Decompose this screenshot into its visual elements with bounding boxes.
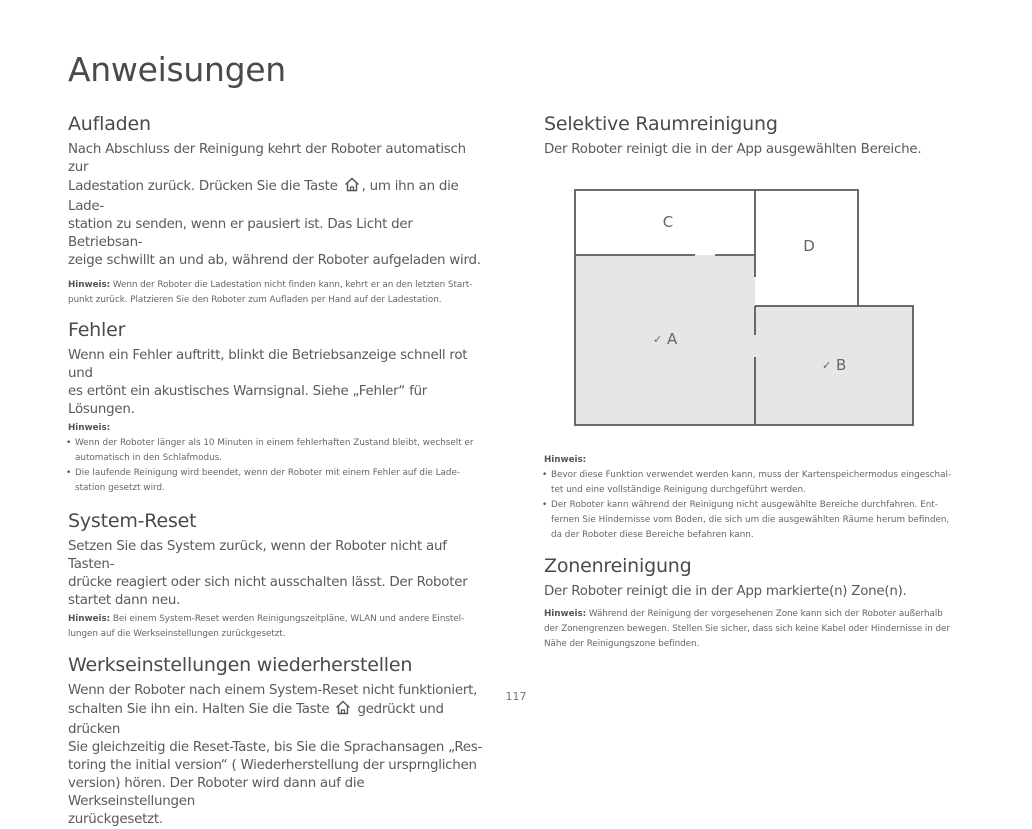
list-item: • Die laufende Reinigung wird beendet, wenn der Roboter mit einem Fehler auf die Lade- station gesetzt wird. [68,466,488,496]
note-zonen: Hinweis: Während der Reinigung der vorgesehenen Zone kann sich der Roboter außerhalb der Zonengrenzen bewegen. Stellen Sie sicher, dass sich keine Kabel oder Hindernisse in der Nähe der Reinigungszone befinden. [544,609,950,649]
section-werkseinstellungen [68,654,488,829]
heading-aufladen: Aufladen [68,113,151,135]
heading-zonen: Zonenreinigung [544,555,692,577]
list-item: • Bevor diese Funktion verwendet werden kann, muss der Kartenspeichermodus eingeschal- tet und eine vollständige Reinigung durchgeführt werden. [544,468,974,498]
room-label-b: B [836,356,847,374]
heading-system-reset: System-Reset [68,510,197,532]
note-aufladen: Hinweis: Wenn der Roboter die Ladestation nicht finden kann, kehrt er an den letzten Start- punkt zurück. Platzieren Sie den Roboter zum Aufladen per Hand auf der Ladestation. [68,280,473,305]
body-fehler: Wenn ein Fehler auftritt, blinkt die Betriebsanzeige schnell rot und es ertönt ein akustisches Warnsignal. Siehe „Fehler“ für Lösungen. [68,348,468,417]
room-a-fill [576,255,755,425]
note-selektive-label: Hinweis: [544,455,587,465]
page-number: 117 [505,690,527,703]
heading-selektive: Selektive Raumreinigung [544,113,778,135]
heading-fehler: Fehler [68,319,126,341]
note-fehler-label: Hinweis: [68,423,111,433]
selektive-notes [544,453,974,652]
section-selektive [544,113,969,159]
section-system-reset [68,510,488,642]
room-b-fill [755,306,913,425]
check-icon: ✓ [653,333,663,346]
room-label-c: C [662,213,674,231]
room-label-a: A [667,330,678,348]
list-item: • Der Roboter kann während der Reinigung nicht ausgewählte Bereiche durchfahren. Ent- fernen Sie Hindernisse vom Boden, die sich um die ausgewählten Räume herum befinden, da der Roboter diese Bereiche befahren kann. [544,498,974,543]
home-icon [335,700,351,721]
home-icon [344,177,360,198]
section-zonen [544,555,974,652]
room-map-diagram [570,185,920,430]
selektive-bullets [544,468,974,543]
section-aufladen [68,113,488,308]
fehler-bullets [68,436,488,496]
left-column [68,113,488,829]
heading-werkseinstellungen: Werkseinstellungen wiederherstellen [68,654,413,676]
body-selektive: Der Roboter reinigt die in der App ausgewählten Bereiche. [544,142,922,157]
room-label-d: D [803,237,815,255]
note-system-reset: Hinweis: Bei einem System-Reset werden Reinigungszeitpläne, WLAN und andere Einstel- lungen auf die Werkseinstellungen zurückgesetzt. [68,614,465,639]
list-item: • Wenn der Roboter länger als 10 Minuten in einem fehlerhaften Zustand bleibt, wechselt er automatisch in den Schlafmodus. [68,436,488,466]
section-fehler [68,319,488,496]
check-icon: ✓ [822,359,832,372]
body-system-reset: Setzen Sie das System zurück, wenn der Roboter nicht auf Tasten- drücke reagiert oder sich nicht ausschalten lässt. Der Roboter startet dann neu. [68,539,468,608]
body-zonen: Der Roboter reinigt die in der App markierte(n) Zone(n). [544,584,907,599]
body-aufladen: Nach Abschluss der Reinigung kehrt der Roboter automatisch zur Ladestation zurück. Drücken Sie die Taste , um ihn an die Lade- station zu senden, wenn er pausiert ist. Das Licht der Betriebsan- zeige schwillt an und ab, während der Roboter aufgeladen wird. [68,142,481,268]
right-column [544,113,969,159]
body-werkseinstellungen: Wenn der Roboter nach einem System-Reset nicht funktioniert, schalten Sie ihn ein. Halten Sie die Taste gedrückt und drücken Sie gleichzeitig die Reset-Taste, bis Sie die Sprachansagen „Res- toring the initial version“ ( Wiederherstellung der ursprnglichen version) hören. Der Roboter wird dann auf die Werkseinstellungen zurückgesetzt. [68,683,483,827]
page-title: Anweisungen [68,50,286,89]
